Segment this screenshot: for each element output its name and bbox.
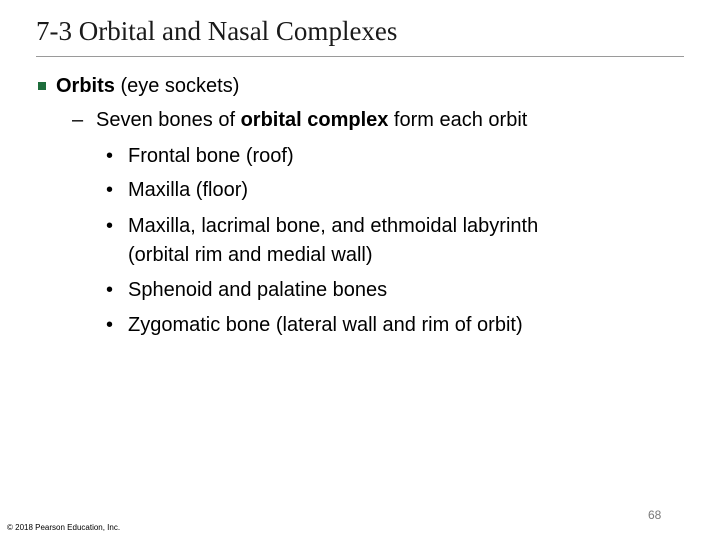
bullet-item: Maxilla, lacrimal bone, and ethmoidal labyrinth — [128, 215, 539, 237]
bullet-item: Sphenoid and palatine bones — [128, 279, 388, 301]
orbital-complex-term: orbital complex — [240, 109, 389, 131]
bullet-marker: • — [106, 314, 114, 336]
bullet-marker: • — [106, 179, 114, 201]
bullet-marker: • — [106, 145, 114, 167]
bullet-item: Maxilla (floor) — [128, 179, 249, 201]
level2-pre: Seven bones of — [96, 109, 241, 131]
dash-marker: – — [72, 109, 84, 131]
orbits-desc: (eye sockets) — [114, 75, 240, 97]
level2-line — [96, 108, 527, 132]
page-number: 68 — [648, 508, 662, 522]
level1-bullet-square — [38, 82, 46, 90]
bullet-item: Zygomatic bone (lateral wall and rim of orbit) — [128, 314, 523, 336]
bullet-item-continuation: (orbital rim and medial wall) — [128, 244, 373, 266]
copyright-footer: © 2018 Pearson Education, Inc. — [7, 523, 121, 532]
bullet-item: Frontal bone (roof) — [128, 145, 294, 167]
level1-line — [56, 74, 239, 98]
orbits-term: Orbits — [56, 75, 115, 97]
bullet-marker: • — [106, 215, 114, 237]
level2-post: form each orbit — [388, 109, 528, 131]
bullet-marker: • — [106, 279, 114, 301]
slide-title: 7-3 Orbital and Nasal Complexes — [36, 16, 398, 46]
